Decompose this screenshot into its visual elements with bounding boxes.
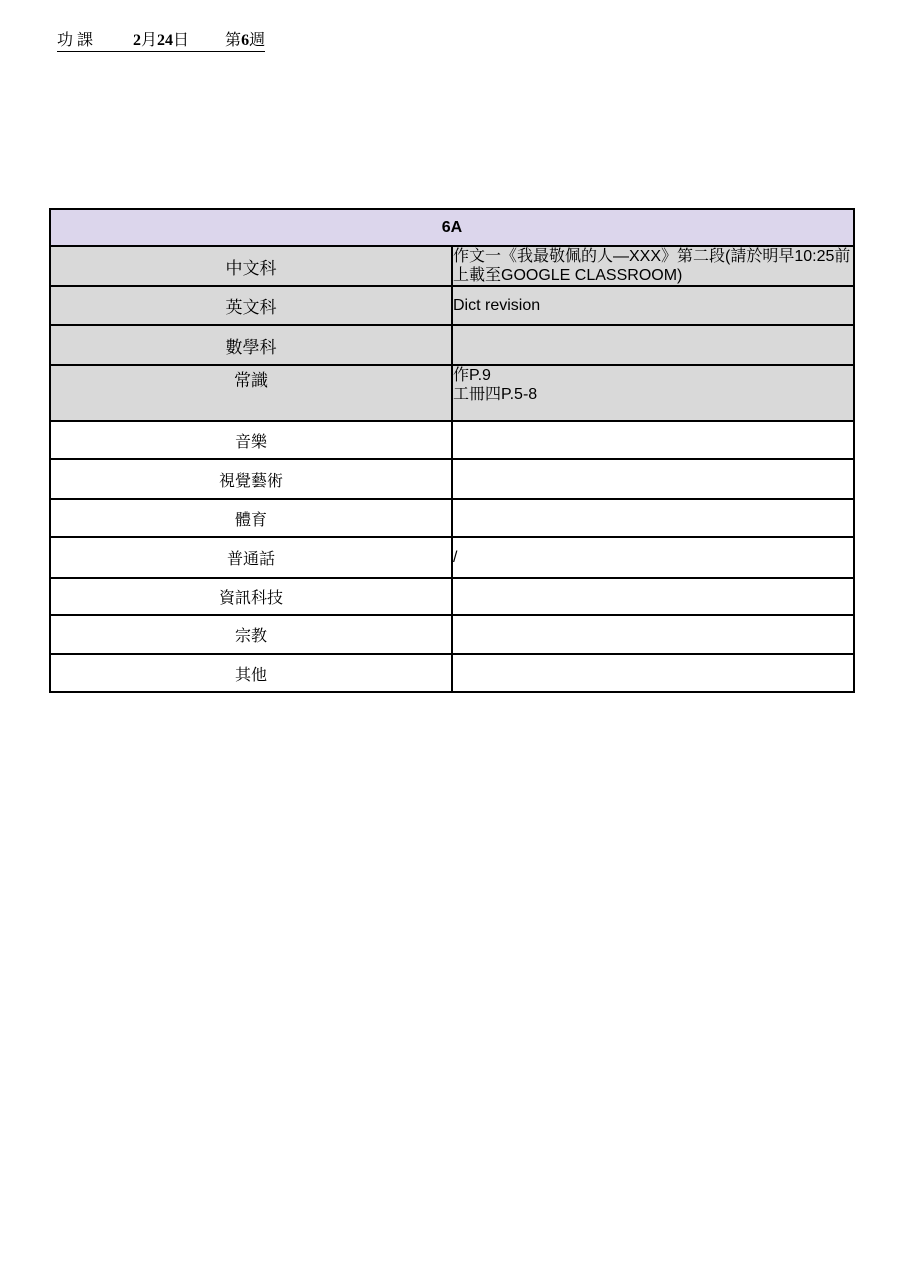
homework-date-header [57, 31, 265, 52]
subject-cell: 普通話 [50, 537, 452, 578]
content-cell [452, 499, 854, 537]
table-row [50, 654, 854, 692]
table-row [50, 325, 854, 365]
content-cell [452, 421, 854, 459]
subject-cell: 宗教 [50, 615, 452, 654]
table-row [50, 578, 854, 615]
subject-cell: 其他 [50, 654, 452, 692]
content-cell [452, 654, 854, 692]
header-month: 2 [133, 32, 142, 49]
subject-cell: 資訊科技 [50, 578, 452, 615]
table-row [50, 365, 854, 421]
class-name-cell: 6A [50, 209, 854, 246]
table-row [50, 499, 854, 537]
header-day: 24 [157, 32, 174, 49]
subject-cell: 體育 [50, 499, 452, 537]
subject-cell: 數學科 [50, 325, 452, 365]
header-week-prefix: 第 [225, 32, 242, 49]
subject-cell: 英文科 [50, 286, 452, 325]
table-row [50, 246, 854, 286]
header-day-suffix: 日 [173, 32, 190, 49]
homework-table [49, 208, 855, 693]
table-row [50, 459, 854, 499]
content-cell: 作文一《我最敬佩的人—XXX》第二段(請於明早10:25前上載至GOOGLE CLASSROOM) [452, 246, 854, 286]
header-week: 6 [241, 32, 250, 49]
header-week-suffix: 週 [249, 32, 266, 49]
content-cell [452, 615, 854, 654]
table-row [50, 537, 854, 578]
content-cell [452, 578, 854, 615]
table-row [50, 421, 854, 459]
content-cell: / [452, 537, 854, 578]
content-cell [452, 325, 854, 365]
content-cell [452, 459, 854, 499]
header-month-suffix: 月 [141, 32, 158, 49]
subject-cell: 常識 [50, 365, 452, 421]
content-cell: Dict revision [452, 286, 854, 325]
header-title: 功 課 [57, 32, 94, 49]
subject-cell: 音樂 [50, 421, 452, 459]
table-row [50, 615, 854, 654]
content-cell: 作P.9 工冊四P.5-8 [452, 365, 854, 421]
table-row [50, 286, 854, 325]
subject-cell: 視覺藝術 [50, 459, 452, 499]
table-header-row [50, 209, 854, 246]
subject-cell: 中文科 [50, 246, 452, 286]
